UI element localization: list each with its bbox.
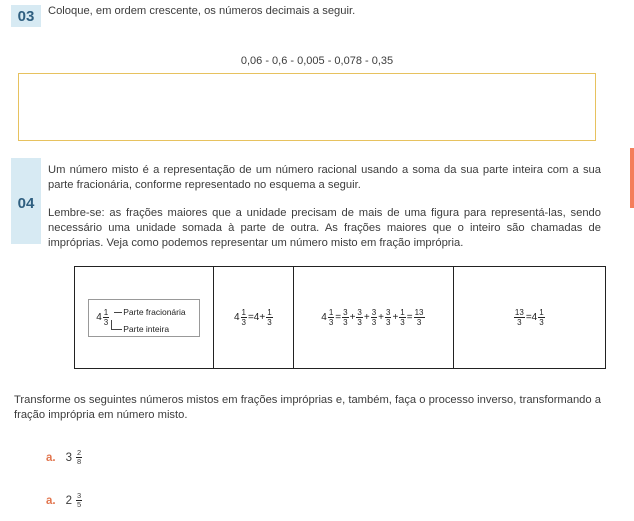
fraction-numerator: 1: [103, 307, 109, 317]
term-fraction: [385, 308, 391, 327]
denominator: 3: [343, 318, 348, 327]
denominator: 3: [386, 318, 391, 327]
denominator: 3: [241, 318, 246, 327]
plus-sign: +: [349, 312, 356, 323]
equals-sign: =: [335, 312, 342, 323]
term-fraction: [342, 308, 348, 327]
numerator: 1: [400, 308, 405, 317]
item-letter: a.: [46, 494, 56, 507]
denominator: 3: [328, 318, 334, 327]
question-number-04: 04: [17, 195, 35, 212]
scheme-cell-inverse: [454, 267, 605, 368]
question-04-paragraph-2: Lembre-se: as frações maiores que a unidade precisam de mais de uma figura para representá-las, sendo necessário uma unidade somada à parte de outra. As frações maiores que o inteiro são chamadas de impróprias. Veja como podemos representar um número misto em fração imprópria.: [48, 207, 601, 249]
numerator: 1: [241, 308, 246, 317]
expression-sum: [234, 308, 274, 327]
result-fraction: [414, 308, 425, 327]
scheme-cell-expansion: [294, 267, 453, 368]
fraction: [538, 308, 544, 327]
mixed-whole: 4: [96, 311, 102, 323]
expression-inverse: [513, 308, 546, 327]
plus-sign: +: [363, 312, 370, 323]
numerator: 3: [386, 308, 391, 317]
item-letter: a.: [46, 451, 56, 464]
numerator: 13: [414, 308, 424, 317]
numerator: 3: [357, 308, 362, 317]
question-04-instruction: Transforme os seguintes números mistos em frações impróprias e, também, faça o processo inverso, transformando a fração imprópria em número misto.: [14, 394, 601, 421]
numerator: 1: [539, 308, 544, 317]
fraction-denominator: 3: [103, 317, 109, 327]
mixed-number: [96, 308, 110, 327]
denominator: 3: [400, 318, 405, 327]
denominator: 3: [539, 318, 544, 327]
scheme-cell-parts: [75, 267, 214, 368]
denominator: 3: [357, 318, 362, 327]
numerator: 1: [267, 308, 272, 317]
item-fraction: [76, 492, 82, 509]
denominator: 3: [267, 318, 272, 327]
denominator: 3: [517, 318, 522, 327]
question-03-statement: Coloque, em ordem crescente, os números decimais a seguir.: [48, 5, 356, 17]
answer-box[interactable]: [18, 73, 596, 141]
item-whole: 3: [65, 451, 72, 464]
item-numerator: 2: [77, 448, 82, 457]
label-fractional-part: Parte fracionária: [123, 306, 186, 317]
label-integer-part: Parte inteira: [123, 323, 170, 334]
plus-sign: +: [392, 312, 399, 323]
item-fraction: [76, 449, 82, 466]
whole: 4: [233, 312, 240, 323]
improper-fraction: [514, 308, 525, 327]
equals-whole: =4+: [247, 312, 266, 323]
whole: 4: [321, 312, 327, 323]
denominator: 3: [371, 318, 377, 327]
mixed-fraction: [103, 308, 109, 327]
page-edge-accent: [630, 148, 634, 208]
scheme-cell-sum: [214, 267, 294, 368]
fraction: [328, 308, 334, 327]
item-numerator: 3: [77, 491, 82, 500]
term-fraction: [356, 308, 362, 327]
numerator: 3: [343, 308, 348, 317]
pointer-line-integer-h: [111, 329, 122, 330]
question-number-03: 03: [11, 5, 41, 27]
item-denominator: 5: [77, 500, 82, 509]
pointer-line-fraction: [114, 312, 122, 313]
decimal-numbers: 0,06 - 0,6 - 0,005 - 0,078 - 0,35: [240, 55, 394, 67]
fraction: [266, 308, 272, 327]
term-fraction: [399, 308, 405, 327]
exercise-item-2: [46, 492, 83, 509]
plus-sign: +: [378, 312, 384, 323]
item-whole: 2: [65, 494, 72, 507]
equals-whole: =4: [525, 312, 538, 323]
exercise-item-1: [46, 449, 83, 466]
parts-diagram: [88, 299, 200, 337]
expression-expansion: [321, 308, 425, 327]
fraction: [241, 308, 247, 327]
numerator: 3: [371, 308, 377, 317]
numerator: 13: [514, 308, 524, 317]
item-denominator: 8: [77, 457, 82, 466]
question-04-paragraph-1: Um número misto é a representação de um número racional usando a soma da sua parte inteira com a sua parte fracionária, conforme representado no esquema a seguir.: [48, 164, 601, 191]
mixed-number-scheme: [74, 266, 606, 369]
equals-sign: =: [406, 312, 413, 323]
term-fraction: [371, 308, 377, 327]
denominator: 3: [416, 318, 422, 327]
numerator: 1: [328, 308, 334, 317]
